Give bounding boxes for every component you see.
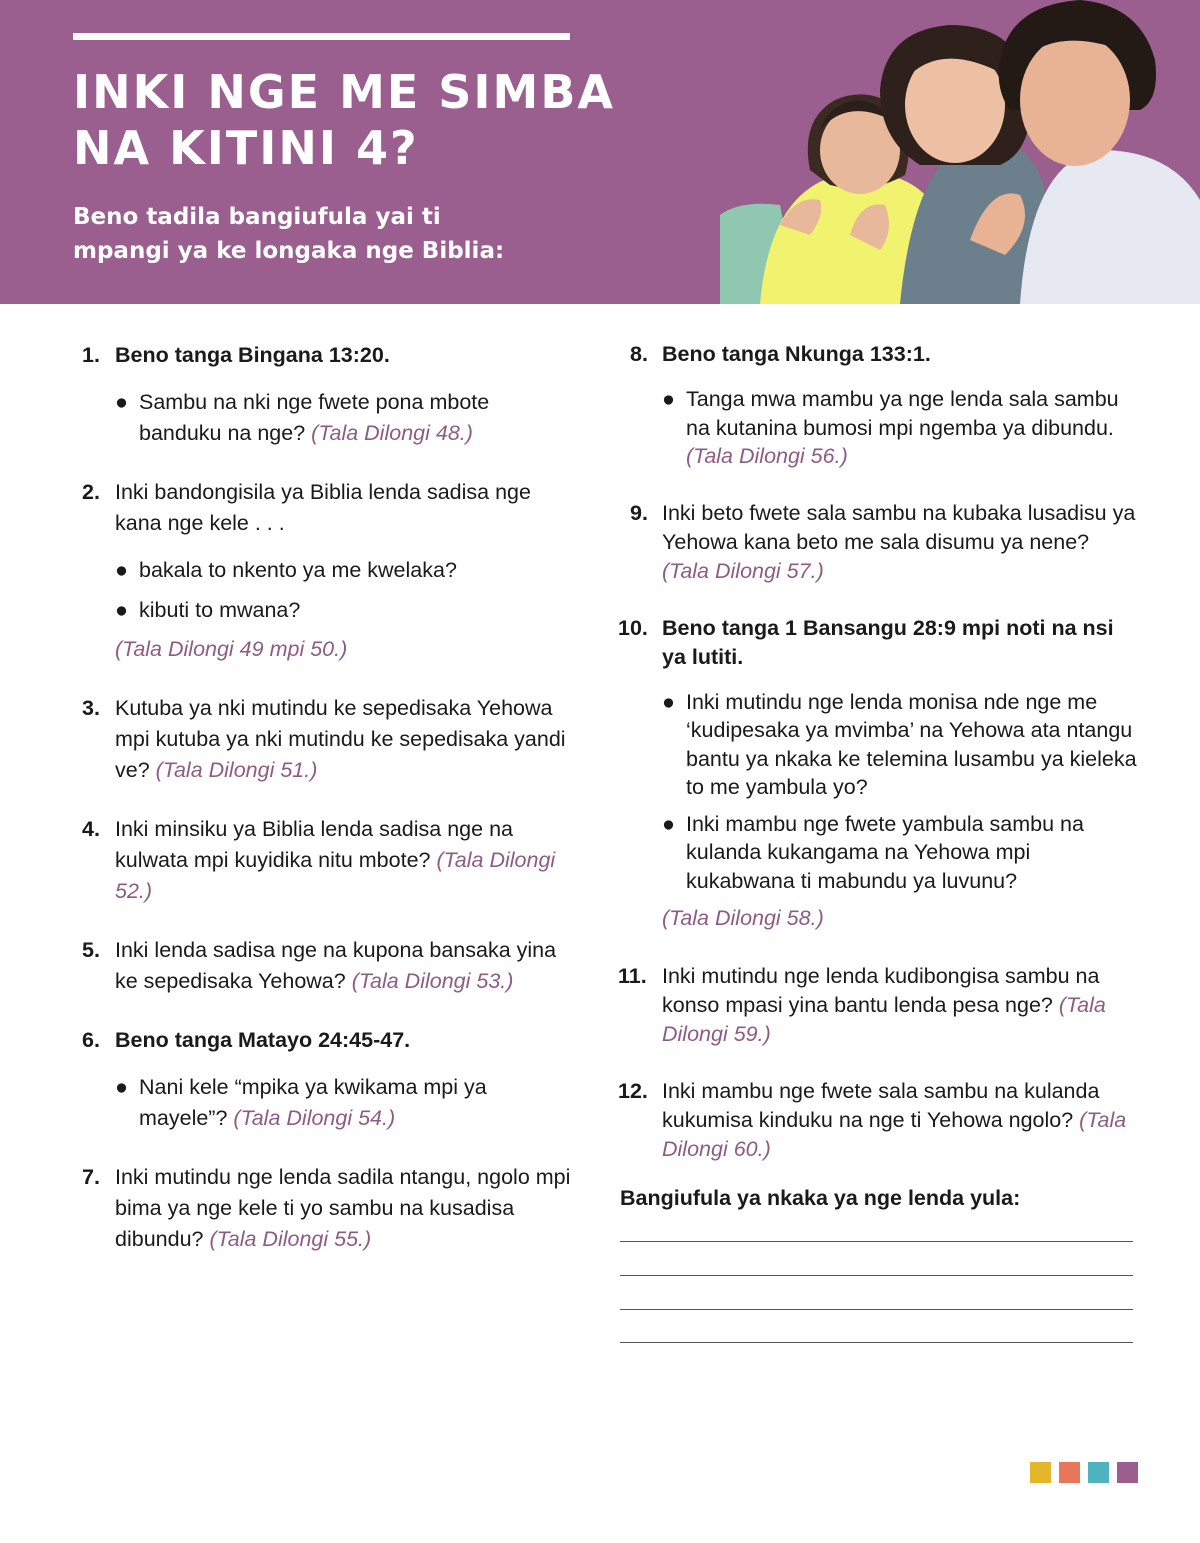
question-3 (82, 693, 572, 786)
question-2-reference-line (115, 634, 572, 665)
answer-line-3[interactable] (620, 1309, 1133, 1310)
lesson-reference: (Tala Dilongi 59.) (662, 993, 1106, 1046)
lesson-reference: (Tala Dilongi 57.) (662, 558, 824, 583)
lesson-reference: (Tala Dilongi 48.) (311, 421, 473, 445)
lesson-reference: (Tala Dilongi 54.) (233, 1106, 396, 1130)
question-text: Inki bandongisila ya Biblia lenda sadisa nge kana nge kele . . . (115, 480, 531, 535)
bullet-icon: ● (115, 598, 128, 622)
bullet-icon: ● (662, 387, 675, 411)
question-10 (618, 614, 1138, 672)
answer-line-4[interactable] (620, 1342, 1133, 1343)
question-9 (618, 499, 1138, 586)
question-number: 8. (630, 342, 648, 366)
question-number: 12. (618, 1079, 648, 1103)
question-2-bullet-2 (115, 595, 572, 626)
question-2 (82, 477, 572, 539)
header-banner (0, 0, 1200, 304)
question-8-bullet (662, 385, 1138, 471)
question-text: Inki beto fwete sala sambu na kubaka lusadisu ya Yehowa kana beto me sala disumu ya nene? (662, 500, 1136, 554)
question-text: Inki minsiku ya Biblia lenda sadisa nge na kulwata mpi kuyidika nitu mbote? (115, 817, 513, 872)
question-text: Inki mambu nge fwete sala sambu na kulanda kukumisa kinduku na nge ti Yehowa ngolo? (662, 1079, 1100, 1132)
question-11 (618, 962, 1138, 1049)
question-number: 6. (82, 1028, 100, 1052)
question-number: 3. (82, 696, 100, 720)
bullet-icon: ● (662, 811, 675, 836)
yellow-square (1030, 1462, 1051, 1483)
question-text: Inki mutindu nge lenda kudibongisa sambu na konso mpasi yina bantu lenda pesa nge? (662, 964, 1100, 1017)
bullet-text: Tanga mwa mambu ya nge lenda sala sambu na kutanina bumosi mpi ngemba ya dibundu. (686, 387, 1119, 440)
question-text: Beno tanga Matayo 24:45-47. (115, 1028, 411, 1052)
bullet-icon: ● (115, 558, 128, 582)
bullet-icon: ● (115, 1075, 128, 1099)
question-6 (82, 1025, 572, 1056)
question-1-bullet (115, 387, 572, 449)
header-rule (73, 33, 570, 40)
additional-questions-heading: Bangiufula ya nkaka ya nge lenda yula: (620, 1186, 1021, 1210)
question-4 (82, 814, 572, 907)
question-10-reference-line (662, 903, 1138, 934)
bullet-text: Inki mambu nge fwete yambula sambu na kulanda kukangama na Yehowa mpi kukabwana ti mabundu ya luvunu? (686, 811, 1084, 893)
question-number: 10. (618, 615, 648, 640)
question-text: Beno tanga 1 Bansangu 28:9 mpi noti na nsi ya lutiti. (662, 615, 1114, 669)
question-1 (82, 340, 572, 371)
question-text: Kutuba ya nki mutindu ke sepedisaka Yehowa mpi kutuba ya nki mutindu ke sepedisaka yandi ve? (115, 696, 566, 782)
teal-square (1088, 1462, 1109, 1483)
title-line-2: NA KITINI 4? (73, 121, 419, 175)
question-6-bullet (115, 1072, 572, 1134)
question-text: Beno tanga Bingana 13:20. (115, 343, 390, 367)
question-text: Inki lenda sadisa nge na kupona bansaka yina ke sepedisaka Yehowa? (115, 938, 557, 993)
lesson-reference: (Tala Dilongi 60.) (662, 1108, 1127, 1161)
questions-right-column (618, 340, 1138, 1164)
lesson-reference: (Tala Dilongi 51.) (155, 758, 318, 782)
question-12 (618, 1077, 1138, 1164)
lesson-reference: (Tala Dilongi 49 mpi 50.) (115, 637, 348, 661)
question-10-bullet-1 (662, 688, 1138, 802)
bullet-text: kibuti to mwana? (139, 598, 301, 622)
page-subtitle (73, 200, 553, 268)
orange-square (1059, 1462, 1080, 1483)
subtitle-line-2: mpangi ya ke longaka nge Biblia: (73, 238, 505, 264)
lesson-reference: (Tala Dilongi 52.) (115, 848, 556, 903)
question-8 (618, 340, 1138, 369)
question-text: Inki mutindu nge lenda sadila ntangu, ngolo mpi bima ya nge kele ti yo sambu na kusadisa dibundu? (115, 1165, 571, 1251)
bullet-text: Nani kele “mpika ya kwikama mpi ya mayele”? (139, 1075, 487, 1130)
bullet-text: Inki mutindu nge lenda monisa nde nge me ‘kudipesaka ya mvimba’ na Yehowa ata ntangu bantu ya nkaka ke telemina lusambu ya kieleka to me yambula yo? (686, 689, 1137, 799)
lesson-reference: (Tala Dilongi 58.) (662, 906, 824, 930)
question-number: 4. (82, 817, 100, 841)
answer-line-1[interactable] (620, 1241, 1133, 1242)
answer-line-2[interactable] (620, 1275, 1133, 1276)
question-10-bullet-2 (662, 810, 1138, 896)
bullet-icon: ● (115, 390, 128, 414)
question-number: 1. (82, 343, 100, 367)
question-number: 11. (618, 964, 647, 988)
questions-left-column (82, 340, 572, 1255)
bullet-text: Sambu na nki nge fwete pona mbote banduku na nge? (139, 390, 490, 445)
lesson-reference: (Tala Dilongi 55.) (209, 1227, 372, 1251)
question-5 (82, 935, 572, 997)
page-title (73, 64, 633, 176)
question-number: 7. (82, 1165, 100, 1189)
question-text: Beno tanga Nkunga 133:1. (662, 342, 931, 366)
question-number: 2. (82, 480, 100, 504)
question-number: 5. (82, 938, 100, 962)
title-line-1: INKI NGE ME SIMBA (73, 65, 615, 119)
question-7 (82, 1162, 572, 1255)
purple-square (1117, 1462, 1138, 1483)
subtitle-line-1: Beno tadila bangiufula yai ti (73, 204, 441, 230)
family-praying-illustration (700, 0, 1200, 304)
bullet-icon: ● (662, 689, 675, 714)
color-squares-decoration (1030, 1462, 1138, 1483)
question-2-bullet-1 (115, 555, 572, 586)
lesson-reference: (Tala Dilongi 53.) (351, 969, 514, 993)
bullet-text: bakala to nkento ya me kwelaka? (139, 558, 457, 582)
lesson-reference: (Tala Dilongi 56.) (686, 444, 848, 468)
question-number: 9. (630, 500, 648, 525)
